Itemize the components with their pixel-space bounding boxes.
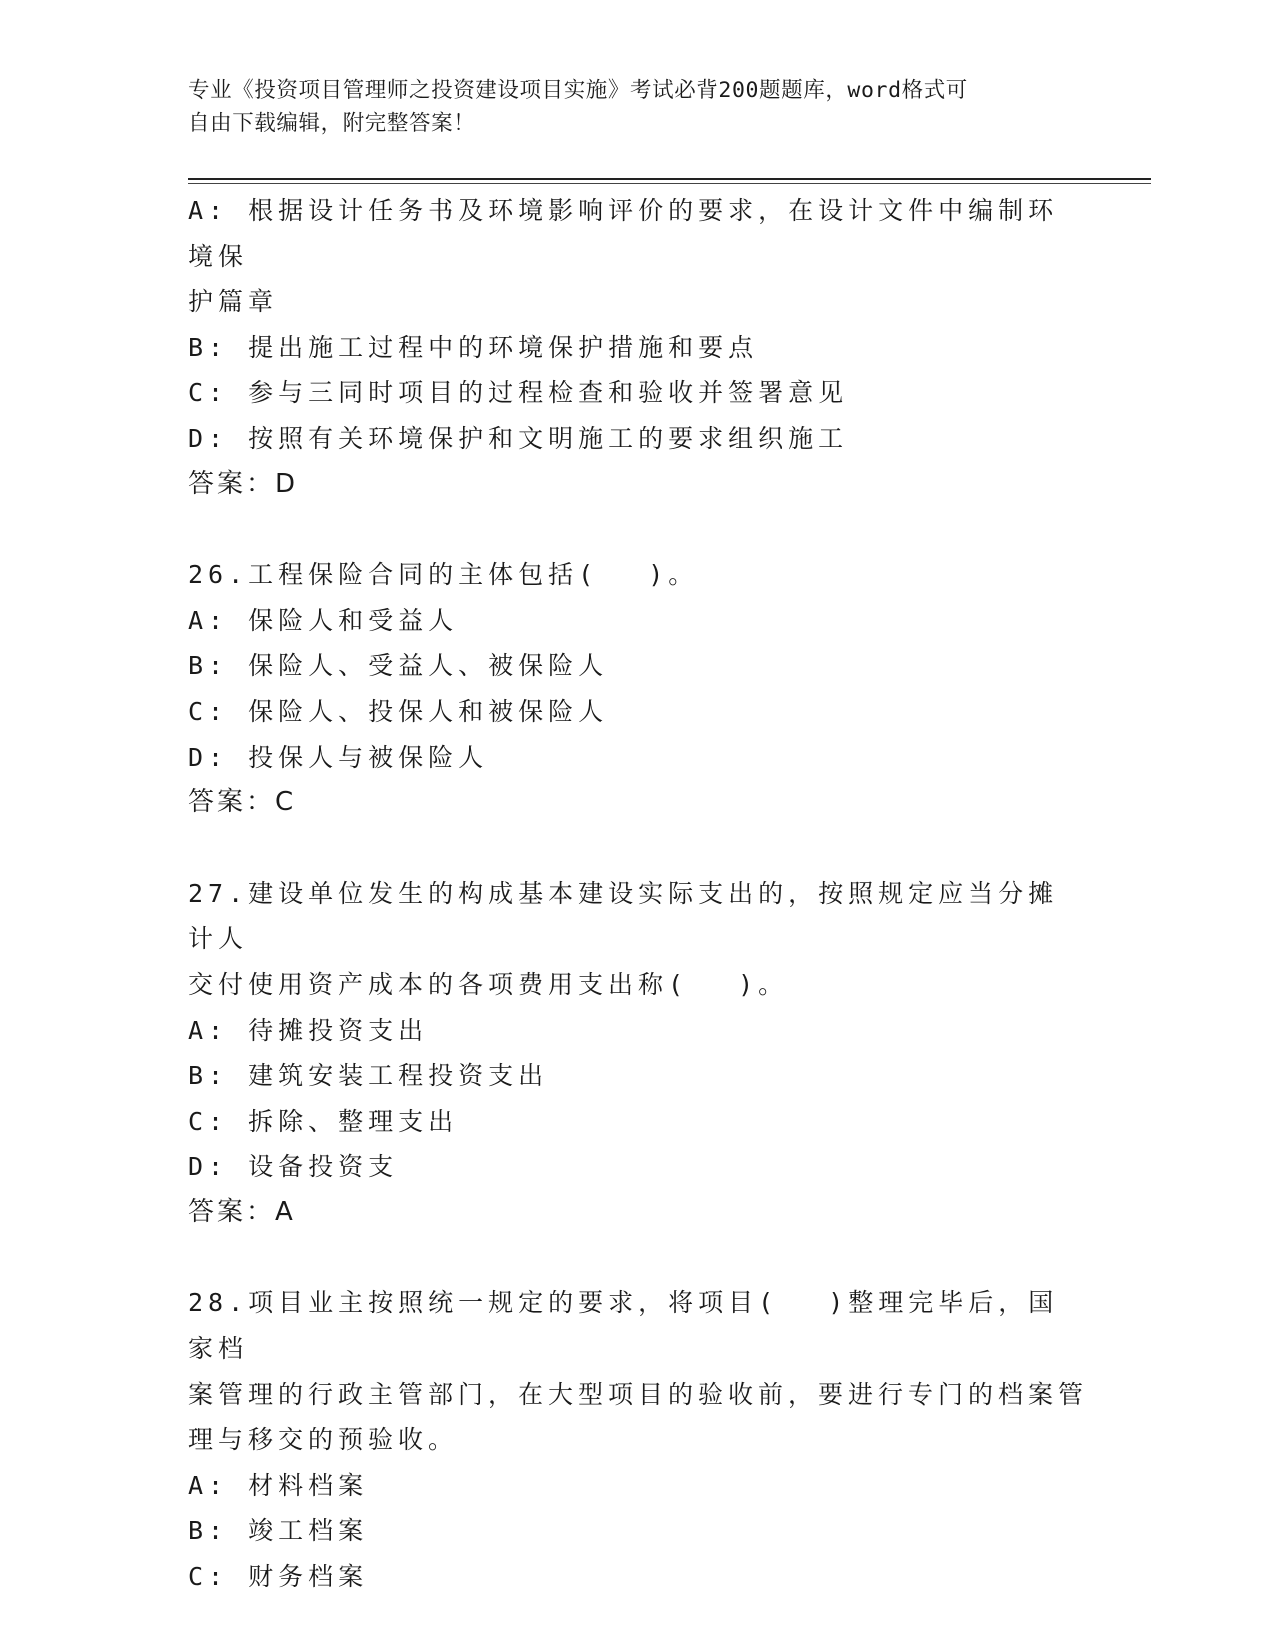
question-26 [188, 552, 1088, 826]
q28-stem-line-1: 28.项目业主按照统一规定的要求，将项目( )整理完毕后，国家档 [188, 1288, 1059, 1364]
q28-option-c: C: 财务档案 [188, 1562, 369, 1592]
q28-option-b: B: 竣工档案 [188, 1516, 369, 1546]
question-27 [188, 871, 1088, 1236]
q26-option-b: B: 保险人、受益人、被保险人 [188, 651, 609, 681]
header-line-2: 自由下载编辑，附完整答案！ [188, 111, 476, 136]
q25-option-b: B: 提出施工过程中的环境保护措施和要点 [188, 332, 759, 362]
q27-option-c: C: 拆除、整理支出 [188, 1106, 459, 1136]
question-25-tail [188, 188, 1088, 507]
q26-option-d: D: 投保人与被保险人 [188, 742, 489, 772]
q26-option-c: C: 保险人、投保人和被保险人 [188, 696, 609, 726]
question-content [188, 188, 1088, 1600]
q25-answer: 答案：D [188, 468, 299, 499]
q26-stem: 26.工程保险合同的主体包括( )。 [188, 560, 699, 590]
q26-option-a: A: 保险人和受益人 [188, 605, 459, 635]
document-header [188, 74, 1068, 140]
q28-stem-line-3: 理与移交的预验收。 [188, 1425, 459, 1455]
q27-stem-line-1: 27.建设单位发生的构成基本建设实际支出的，按照规定应当分摊计人 [188, 878, 1059, 954]
q25-option-a-line-2: 护篇章 [188, 287, 279, 317]
q26-answer: 答案：C [188, 787, 297, 818]
q27-option-b: B: 建筑安装工程投资支出 [188, 1061, 549, 1091]
q25-option-d: D: 按照有关环境保护和文明施工的要求组织施工 [188, 423, 849, 453]
q25-option-a-line-1: A: 根据设计任务书及环境影响评价的要求，在设计文件中编制环境保 [188, 196, 1059, 271]
q27-option-a: A: 待摊投资支出 [188, 1015, 429, 1045]
q25-option-c: C: 参与三同时项目的过程检查和验收并签署意见 [188, 378, 849, 408]
header-divider-thin [188, 183, 1151, 184]
q28-option-a: A: 材料档案 [188, 1470, 369, 1500]
q28-stem-line-2: 案管理的行政主管部门，在大型项目的验收前，要进行专门的档案管 [188, 1379, 1089, 1409]
question-28 [188, 1280, 1088, 1599]
q27-stem-line-2: 交付使用资产成本的各项费用支出称( )。 [188, 969, 789, 999]
header-line-1: 专业《投资项目管理师之投资建设项目实施》考试必背200题题库，word格式可 [188, 78, 968, 103]
q27-answer: 答案：A [188, 1196, 296, 1227]
header-divider-thick [188, 178, 1151, 180]
q27-option-d: D: 设备投资支 [188, 1152, 399, 1182]
